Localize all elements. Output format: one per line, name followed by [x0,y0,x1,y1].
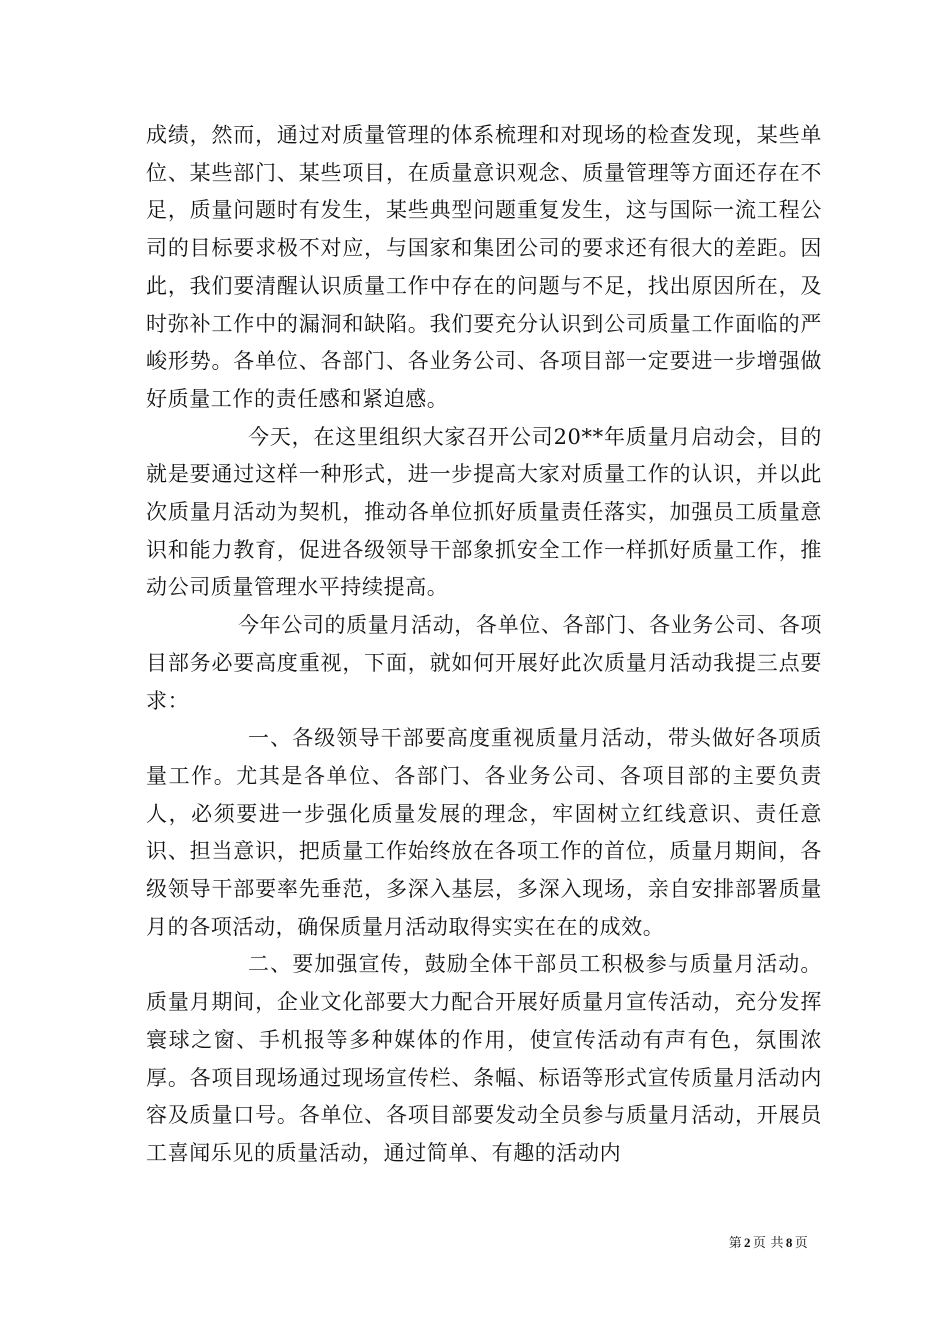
paragraph-3: 今年公司的质量月活动，各单位、各部门、各业务公司、各项目部务必要高度重视，下面，就如何开展好此次质量月活动我提三点要求： [146,613,822,713]
footer-middle: 页 共 [752,1236,784,1251]
paragraph-5: 二、要加强宣传，鼓励全体干部员工积极参与质量月活动。质量月期间，企业文化部要大力配合开展好质量月宣传活动，充分发挥寰球之窗、手机报等多种媒体的作用，使宣传活动有声有色，氛围浓厚。各项目现场通过现场宣传栏、条幅、标语等形式宣传质量月活动内容及质量口号。各单位、各项目部要发动全员参与质量月活动，开展员工喜闻乐见的质量活动，通过简单、有趣的活动内 [146,952,822,1165]
page-footer [0,1232,950,1251]
paragraph-1: 成绩，然而，通过对质量管理的体系梳理和对现场的检查发现，某些单位、某些部门、某些项目，在质量意识观念、质量管理等方面还存在不足，质量问题时有发生，某些典型问题重复发生，这与国际一流工程公司的目标要求极不对应，与国家和集团公司的要求还有很大的差距。因此，我们要清醒认识质量工作中存在的问题与不足，找出原因所在，及时弥补工作中的漏洞和缺陷。我们要充分认识到公司质量工作面临的严峻形势。各单位、各部门、各业务公司、各项目部一定要进一步增强做好质量工作的责任感和紧迫感。 [146,123,822,411]
footer-suffix: 页 [794,1236,808,1251]
current-page-number: 2 [744,1235,751,1250]
paragraph-2: 今天，在这里组织大家召开公司20**年质量月启动会，目的就是要通过这样一种形式，进一步提高大家对质量工作的认识，并以此次质量月活动为契机，推动各单位抓好质量责任落实，加强员工质量意识和能力教育，促进各级领导干部象抓安全工作一样抓好质量工作，推动公司质量管理水平持续提高。 [146,424,822,600]
total-pages-number: 8 [785,1235,793,1250]
page-number [729,1232,808,1251]
document-body [146,117,822,1173]
footer-prefix: 第 [728,1236,743,1251]
paragraph-4: 一、各级领导干部要高度重视质量月活动，带头做好各项质量工作。尤其是各单位、各部门、各业务公司、各项目部的主要负责人，必须要进一步强化质量发展的理念，牢固树立红线意识、责任意识、担当意识，把质量工作始终放在各项工作的首位，质量月期间，各级领导干部要率先垂范，多深入基层，多深入现场，亲自安排部署质量月的各项活动，确保质量月活动取得实实在在的成效。 [146,726,822,939]
